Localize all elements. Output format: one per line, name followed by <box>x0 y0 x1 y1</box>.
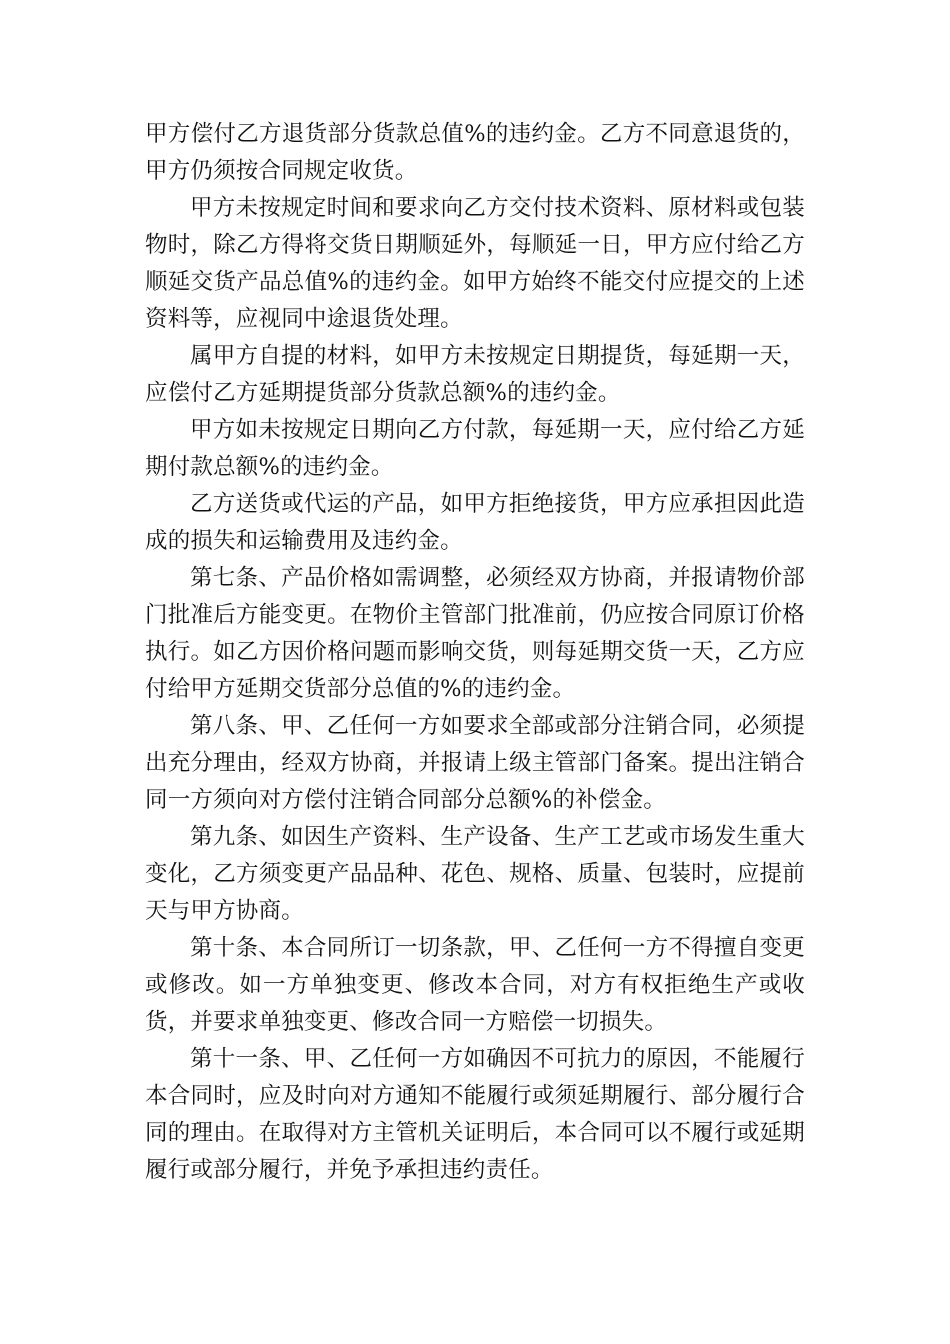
paragraph-1: 甲方偿付乙方退货部分货款总值%的违约金。乙方不同意退货的，甲方仍须按合同规定收货。 <box>145 121 805 184</box>
paragraph-4: 甲方如未按规定日期向乙方付款，每延期一天，应付给乙方延期付款总额%的违约金。 <box>145 417 805 480</box>
paragraph-5: 乙方送货或代运的产品，如甲方拒绝接货，甲方应承担因此造成的损失和运输费用及违约金。 <box>145 491 805 554</box>
paragraph-2: 甲方未按规定时间和要求向乙方交付技术资料、原材料或包装物时，除乙方得将交货日期顺延外，每顺延一日，甲方应付给乙方顺延交货产品总值%的违约金。如甲方始终不能交付应提交的上述资料等，应视同中途退货处理。 <box>145 195 805 332</box>
paragraph-article-8: 第八条、甲、乙任何一方如要求全部或部分注销合同，必须提出充分理由，经双方协商，并报请上级主管部门备案。提出注销合同一方须向对方偿付注销合同部分总额%的补偿金。 <box>145 713 805 813</box>
document-body <box>145 116 805 1189</box>
paragraph-3: 属甲方自提的材料，如甲方未按规定日期提货，每延期一天，应偿付乙方延期提货部分货款总额%的违约金。 <box>145 343 805 406</box>
paragraph-article-10: 第十条、本合同所订一切条款，甲、乙任何一方不得擅自变更或修改。如一方单独变更、修改本合同，对方有权拒绝生产或收货，并要求单独变更、修改合同一方赔偿一切损失。 <box>145 935 805 1035</box>
paragraph-article-9: 第九条、如因生产资料、生产设备、生产工艺或市场发生重大变化，乙方须变更产品品种、花色、规格、质量、包装时，应提前天与甲方协商。 <box>145 824 805 924</box>
paragraph-article-11: 第十一条、甲、乙任何一方如确因不可抗力的原因，不能履行本合同时，应及时向对方通知不能履行或须延期履行、部分履行合同的理由。在取得对方主管机关证明后，本合同可以不履行或延期履行或部分履行，并免予承担违约责任。 <box>145 1046 805 1183</box>
paragraph-article-7: 第七条、产品价格如需调整，必须经双方协商，并报请物价部门批准后方能变更。在物价主管部门批准前，仍应按合同原订价格执行。如乙方因价格问题而影响交货，则每延期交货一天，乙方应付给甲方延期交货部分总值的%的违约金。 <box>145 565 805 702</box>
